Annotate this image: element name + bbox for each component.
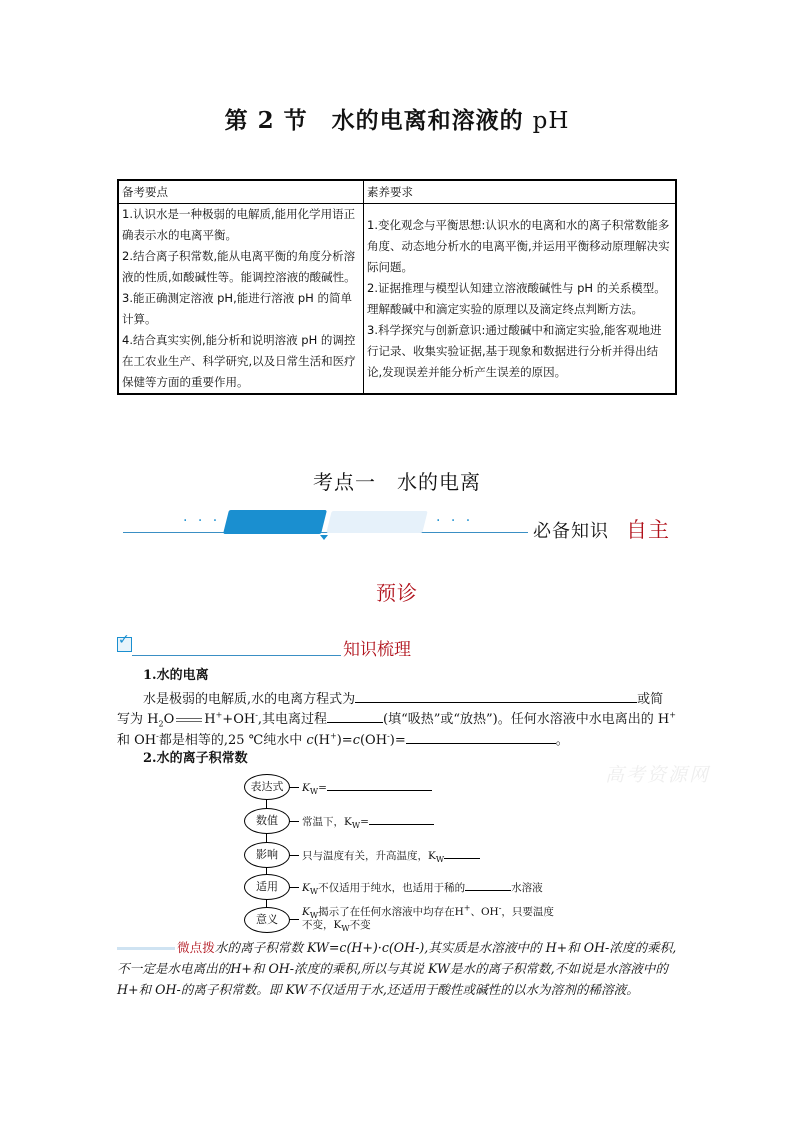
detail-influence bbox=[302, 848, 480, 863]
tip-note bbox=[117, 937, 677, 1000]
detail-meaning: $K_W$揭示了在任何水溶液中均存在H+、OH-，只要温度 不变，$K_W$不变 bbox=[302, 903, 554, 934]
banner-blue-tab bbox=[223, 510, 327, 534]
check-icon: ✓ bbox=[118, 632, 130, 648]
diagram-tick bbox=[289, 821, 299, 822]
s1-line2: 写为 $H_2O$ H++OH-,其电离过程 (填“吸热”或“放热”)。任何水溶液中水电离出的 H+ bbox=[117, 708, 687, 730]
text-fragment: 不变 bbox=[349, 919, 371, 931]
text-fragment: 不变，K bbox=[302, 919, 342, 931]
text-fragment: 不仅适用于纯水，也适用于稀的 bbox=[318, 882, 466, 894]
text-fragment: W bbox=[341, 924, 350, 934]
s1-line1 bbox=[143, 688, 683, 710]
banner-pointer bbox=[320, 535, 328, 540]
text-fragment: 常温下，K bbox=[302, 816, 352, 828]
text-fragment: (H bbox=[313, 733, 331, 748]
text-fragment: c bbox=[306, 733, 314, 748]
tip-marker-icon bbox=[117, 947, 175, 950]
text-fragment: 都是相等的,25 ℃纯水中 bbox=[158, 733, 307, 748]
watermark: 高考资源网 bbox=[605, 764, 711, 786]
list-item: 3.科学探究与创新意识:通过酸碱中和滴定实验,能客观地进行记录、收集实验证据,基于现象和数据进行分析并得出结论,发现误差并能分析产生误差的原因。 bbox=[367, 322, 662, 379]
diagram-tick bbox=[289, 919, 299, 920]
tip-label: 微点拨 bbox=[177, 940, 215, 955]
banner-dots-left: · · · bbox=[183, 513, 221, 529]
detail-value bbox=[302, 814, 434, 829]
table-cell-right bbox=[364, 204, 677, 395]
list-item: 2.结合离子积常数,能从电离平衡的角度分析溶液的性质,如酸碱性等。能调控溶液的酸碱性。 bbox=[122, 249, 356, 284]
detail-scope bbox=[302, 880, 543, 895]
text-fragment: 揭示了在任何水溶液中均存在H bbox=[318, 906, 464, 918]
text-fragment: K bbox=[302, 882, 310, 894]
s1-line1-end: 或简 bbox=[637, 692, 664, 707]
knowledge-label-a: 知识 bbox=[343, 640, 377, 660]
knowledge-heading bbox=[343, 635, 411, 660]
text-fragment: O bbox=[163, 712, 175, 727]
detail-expression bbox=[302, 780, 432, 795]
diagram-tick bbox=[289, 887, 299, 888]
text-fragment: W bbox=[309, 787, 319, 797]
text-fragment: 只与温度有关，升高温度，K bbox=[302, 850, 436, 862]
answer-blank bbox=[327, 708, 383, 723]
page-title-ph: pH bbox=[532, 108, 570, 134]
text-fragment: )= bbox=[336, 733, 353, 748]
answer-blank bbox=[327, 780, 432, 791]
text-fragment: W bbox=[309, 911, 319, 921]
answer-blank bbox=[406, 729, 556, 744]
text-fragment: ，只要温度 bbox=[501, 906, 554, 918]
s1-line3: 和 OH-都是相等的,25 ℃纯水中 c(H+)=c(OH-)= 。 bbox=[117, 729, 687, 751]
text-fragment: K bbox=[302, 906, 310, 918]
s2-heading: 2.水的离子积常数 bbox=[143, 751, 248, 766]
knowledge-label-b: 梳理 bbox=[377, 640, 411, 660]
text-fragment: 水溶液 bbox=[511, 882, 543, 894]
text-fragment: 、OH bbox=[470, 906, 499, 918]
text-fragment: = bbox=[318, 782, 327, 794]
text-fragment: +OH bbox=[222, 712, 256, 727]
text-fragment: W bbox=[351, 821, 361, 831]
equilibrium-arrow-icon bbox=[176, 718, 202, 722]
text-fragment: (填“吸热”或“放热”)。任何水溶液中水电离出的 H bbox=[383, 712, 670, 727]
node-value: 数值 bbox=[244, 808, 290, 834]
table-header-left: 备考要点 bbox=[118, 180, 364, 204]
list-item: 4.结合真实实例,能分析和说明溶液 pH 的调控在工农业生产、科学研究,以及日常生活和医疗保健等方面的重要作用。 bbox=[122, 333, 356, 389]
table-cell-left bbox=[118, 204, 364, 395]
banner-dots-right: · · · bbox=[436, 513, 474, 529]
text-fragment: ,其电离过程 bbox=[257, 712, 328, 727]
s1-line1-text: 水是极弱的电解质,水的电离方程式为 bbox=[143, 692, 356, 707]
diagram-tick bbox=[289, 787, 299, 788]
text-fragment: 和 OH bbox=[117, 733, 157, 748]
list-item: 1.变化观念与平衡思想:认识水的电离和水的离子积常数能多角度、动态地分析水的电离平衡,并运用平衡移动原理解决实际问题。 bbox=[367, 217, 670, 274]
answer-blank bbox=[465, 880, 511, 891]
text-fragment: W bbox=[309, 887, 319, 897]
text-fragment: (OH bbox=[359, 733, 388, 748]
banner-line bbox=[123, 532, 528, 533]
answer-blank bbox=[444, 848, 480, 859]
node-influence: 影响 bbox=[244, 842, 290, 868]
list-item: 2.证据推理与模型认知建立溶液酸碱性与 pH 的关系模型。理解酸碱中和滴定实验的原理以及滴定终点判断方法。 bbox=[367, 280, 666, 316]
node-scope: 适用 bbox=[244, 874, 290, 900]
list-item: 1.认识水是一种极弱的电解质,能用化学用语正确表示水的电离平衡。 bbox=[122, 207, 356, 242]
text-fragment: 。 bbox=[555, 733, 569, 748]
node-expression: 表达式 bbox=[244, 774, 290, 800]
text-fragment: H bbox=[204, 712, 216, 727]
text-fragment: )= bbox=[389, 733, 406, 748]
node-meaning: 意义 bbox=[244, 907, 290, 933]
requirements-table bbox=[117, 179, 677, 395]
s1-heading: 1.水的电离 bbox=[143, 668, 209, 683]
text-fragment: = bbox=[360, 816, 369, 828]
tip-text: 水的离子积常数 KW=c(H+)·c(OH-),其实质是水溶液中的 H+和 OH-浓度的乘积,不一定是水电离出的H+和 OH-浓度的乘积,所以与其说 KW是水的离子积常数,不如说是水溶液中的 H+和 OH-的离子积常数。即 KW不仅适用于水,还适用于酸性或碱性的以水为溶剂的稀溶液。 bbox=[117, 940, 677, 997]
banner-text: 必备知识 bbox=[533, 521, 609, 542]
banner-subtitle: 预诊 bbox=[376, 581, 418, 605]
list-item: 3.能正确测定溶液 pH,能进行溶液 pH 的简单计算。 bbox=[122, 291, 352, 326]
table-header-right: 素养要求 bbox=[364, 180, 677, 204]
answer-blank bbox=[355, 688, 637, 703]
answer-blank bbox=[369, 814, 434, 825]
banner-light-tab bbox=[326, 511, 427, 533]
page-title-text: 第 2 节 水的电离和溶液的 bbox=[224, 107, 533, 134]
knowledge-line bbox=[132, 655, 341, 656]
banner-red-text: 自主 bbox=[626, 518, 670, 542]
text-fragment: c bbox=[352, 733, 360, 748]
text-fragment: K bbox=[302, 782, 310, 794]
text-fragment: W bbox=[435, 855, 445, 865]
page-title bbox=[0, 102, 794, 135]
diagram-tick bbox=[289, 855, 299, 856]
text-fragment: 写为 H bbox=[117, 712, 159, 727]
section-title: 考点一 水的电离 bbox=[313, 470, 481, 494]
